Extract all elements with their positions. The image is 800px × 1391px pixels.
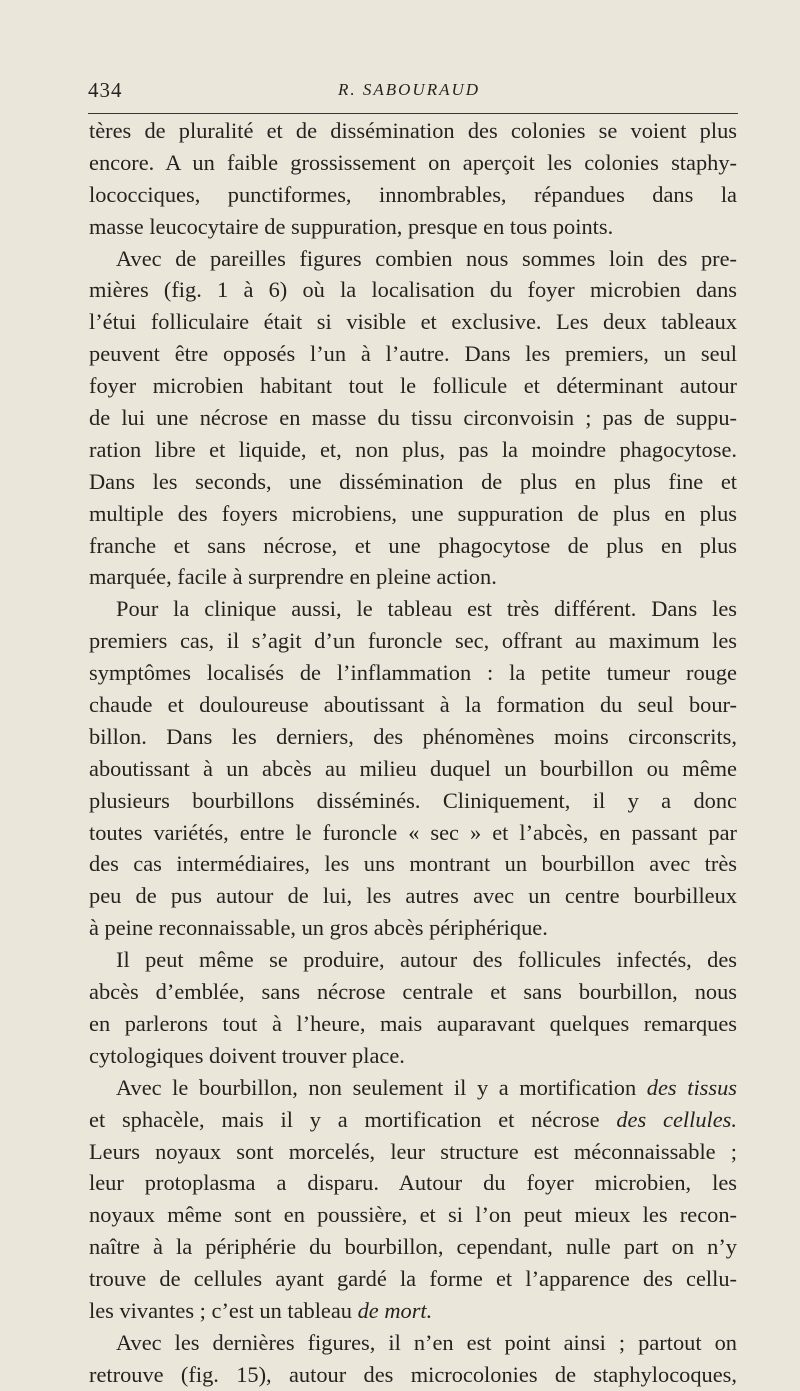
page-header [88,78,738,102]
text-line: Leurs noyaux sont morcelés, leur structure est méconnaissable ; [89,1138,737,1164]
text-line: naître à la périphérie du bourbillon, cependant, nulle part on n’y [89,1234,737,1260]
text-line: à peine reconnaissable, un gros abcès périphérique. [89,915,548,941]
italic-text: de mort. [357,1297,433,1323]
text-line: Il peut même se produire, autour des follicules infectés, des [116,947,737,973]
text-line: abcès d’emblée, sans nécrose centrale et sans bourbillon, nous [89,979,737,1005]
text-line [89,1104,737,1136]
text-segment: Avec le bourbillon, non seulement il y a mortification [116,1074,647,1100]
text-line: en parlerons tout à l’heure, mais auparavant quelques remarques [89,1010,737,1036]
running-title: R. SABOURAUD [338,80,481,99]
text-segment: et sphacèle, mais il y a mortification et nécrose [89,1106,617,1132]
text-line: plusieurs bourbillons disséminés. Cliniquement, il y a donc [89,787,737,813]
text-line: trouve de cellules ayant gardé la forme et l’apparence des cellu- [89,1266,737,1292]
text-line: encore. A un faible grossissement on aperçoit les colonies staphy- [89,149,737,175]
text-line [89,1295,737,1327]
text-line: masse leucocytaire de suppuration, presque en tous points. [89,213,614,239]
text-line: noyaux même sont en poussière, et si l’on peut mieux les recon- [89,1202,737,1228]
text-line: foyer microbien habitant tout le follicule et déterminant autour [89,373,737,399]
text-line: Avec de pareilles figures combien nous sommes loin des pre- [116,245,737,271]
text-line: aboutissant à un abcès au milieu duquel un bourbillon ou même [89,755,737,781]
text-line: franche et sans nécrose, et une phagocytose de plus en plus [89,532,737,558]
page-number: 434 [88,78,123,102]
text-line: Dans les seconds, une dissémination de plus en plus fine et [89,468,737,494]
body-text [89,115,737,1391]
text-line: lococciques, punctiformes, innombrables, répandues dans la [89,181,737,207]
text-line: toutes variétés, entre le furoncle « sec » et l’abcès, en passant par [89,819,737,845]
italic-text: des cellules. [616,1106,737,1132]
text-line: retrouve (fig. 15), autour des microcolonies de staphylocoques, [89,1361,737,1387]
text-line: billon. Dans les derniers, des phénomènes moins circonscrits, [89,723,737,749]
text-line: tères de pluralité et de dissémination des colonies se voient plus [89,118,737,143]
text-line: de lui une nécrose en masse du tissu circonvoisin ; pas de suppu- [89,405,737,431]
text-line: chaude et douloureuse aboutissant à la formation du seul bour- [89,692,737,718]
text-line: mières (fig. 1 à 6) où la localisation du foyer microbien dans [89,277,737,303]
text-line: leur protoplasma a disparu. Autour du foyer microbien, les [89,1170,737,1196]
text-line: Pour la clinique aussi, le tableau est très différent. Dans les [116,596,737,622]
header-rule [88,113,738,114]
text-line: peu de pus autour de lui, les autres avec un centre bourbilleux [89,883,737,909]
text-line: cytologiques doivent trouver place. [89,1042,405,1068]
text-line: marquée, facile à surprendre en pleine action. [89,564,497,590]
text-line [89,1072,737,1104]
text-segment: les vivantes ; c’est un tableau [89,1297,358,1323]
text-line: peuvent être opposés l’un à l’autre. Dans les premiers, un seul [89,341,737,367]
text-line: premiers cas, il s’agit d’un furoncle sec, offrant au maximum les [89,628,737,654]
text-line: multiple des foyers microbiens, une suppuration de plus en plus [89,500,737,526]
text-line: ration libre et liquide, et, non plus, pas la moindre phagocytose. [89,436,737,462]
text-line: Avec les dernières figures, il n’en est point ainsi ; partout on [116,1329,737,1355]
text-line: des cas intermédiaires, les uns montrant un bourbillon avec très [89,851,737,877]
italic-text: des tissus [646,1074,737,1100]
text-line: symptômes localisés de l’inflammation : la petite tumeur rouge [89,660,737,686]
text-line: l’étui folliculaire était si visible et exclusive. Les deux tableaux [89,309,737,335]
